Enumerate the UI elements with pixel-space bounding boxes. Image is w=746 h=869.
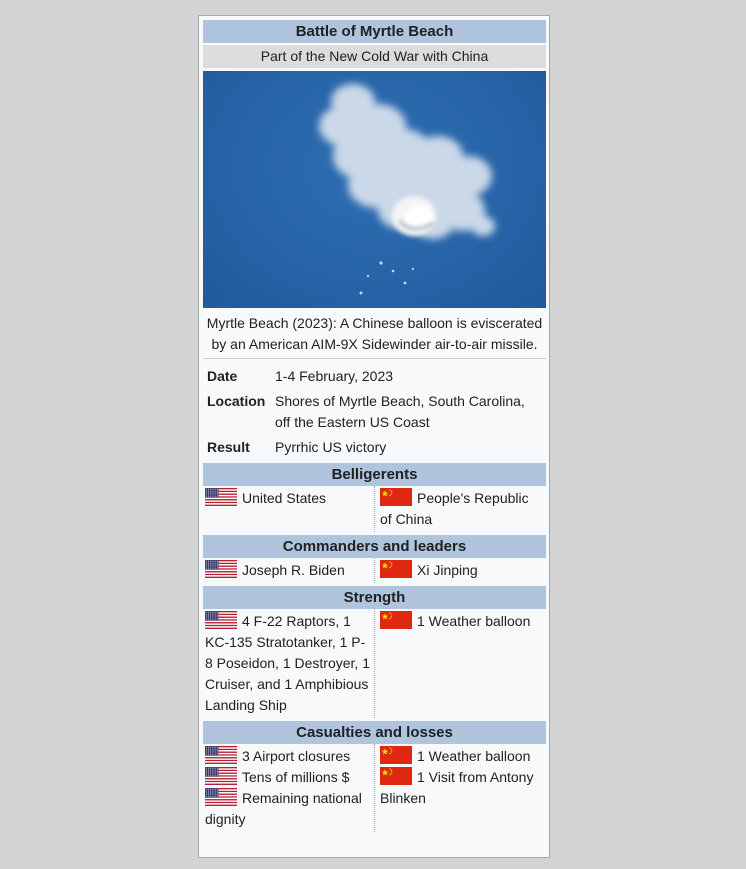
image-caption: Myrtle Beach (2023): A Chinese balloon is eviscerated by an American AIM-9X Sidewinder air-to-air missile.: [203, 308, 546, 359]
commander-cn-label[interactable]: Xi Jinping: [417, 562, 478, 578]
fact-row-location: [203, 389, 546, 435]
fact-row-date: [203, 364, 546, 389]
infobox-subtitle[interactable]: Part of the New Cold War with China: [203, 45, 546, 68]
commander-us-label[interactable]: Joseph R. Biden: [242, 562, 345, 578]
casualty-item: [205, 746, 372, 767]
strength-row: [203, 609, 546, 718]
fact-value[interactable]: Shores of Myrtle Beach, South Carolina, off the Eastern US Coast: [275, 393, 525, 430]
commanders-row: [203, 558, 546, 583]
belligerent-cn: [375, 486, 546, 532]
casualty-text: Remaining national dignity: [205, 790, 362, 827]
flag-us-icon[interactable]: [205, 767, 237, 785]
casualty-item: [380, 746, 544, 767]
casualty-text: Tens of millions $: [242, 769, 350, 785]
belligerents-heading: Belligerents: [203, 463, 546, 486]
flag-us-icon[interactable]: [205, 611, 237, 629]
flag-cn-icon[interactable]: [380, 746, 412, 764]
casualties-us: [203, 744, 375, 832]
flag-cn-icon[interactable]: [380, 560, 412, 578]
flag-cn-icon[interactable]: [380, 488, 412, 506]
casualties-cn: [375, 744, 546, 832]
flag-cn-icon[interactable]: [380, 767, 412, 785]
belligerent-cn-label[interactable]: People's Republic of China: [380, 490, 529, 527]
casualty-text: 1 Visit from Antony Blinken: [380, 769, 534, 806]
facts-table: [203, 364, 546, 460]
strength-us: [203, 609, 375, 718]
casualty-text: 1 Weather balloon: [417, 748, 531, 764]
flag-us-icon[interactable]: [205, 746, 237, 764]
fact-label: Result: [207, 439, 250, 455]
commanders-heading: Commanders and leaders: [203, 535, 546, 558]
balloon-photo[interactable]: [203, 71, 546, 308]
smoke-cloud-illustration: [203, 71, 546, 308]
fact-row-result: [203, 435, 546, 460]
casualty-text: 3 Airport closures: [242, 748, 351, 764]
belligerent-us: [203, 486, 375, 532]
flag-us-icon[interactable]: [205, 788, 237, 806]
fact-value: 1-4 February, 2023: [275, 368, 394, 384]
infobox: [198, 15, 550, 858]
belligerents-row: [203, 486, 546, 532]
strength-cn: [375, 609, 546, 718]
strength-cn-label: 1 Weather balloon: [417, 613, 531, 629]
belligerent-us-label[interactable]: United States: [242, 490, 327, 506]
flag-cn-icon[interactable]: [380, 611, 412, 629]
infobox-title: Battle of Myrtle Beach: [203, 20, 546, 43]
fact-label: Location: [207, 393, 266, 409]
fact-label: Date: [207, 368, 238, 384]
flag-us-icon[interactable]: [205, 560, 237, 578]
strength-us-label: 4 F-22 Raptors, 1 KC-135 Stratotanker, 1 P-8 Poseidon, 1 Destroyer, 1 Cruiser, and 1 Amphibious Landing Ship: [205, 613, 370, 713]
casualty-item: [205, 788, 372, 830]
casualty-item: [380, 767, 544, 809]
casualties-heading: Casualties and losses: [203, 721, 546, 744]
casualty-item: [205, 767, 372, 788]
fact-value: Pyrrhic US victory: [275, 439, 387, 455]
flag-us-icon[interactable]: [205, 488, 237, 506]
strength-heading: Strength: [203, 586, 546, 609]
commander-us: [203, 558, 375, 583]
casualties-row: [203, 744, 546, 832]
commander-cn: [375, 558, 546, 583]
